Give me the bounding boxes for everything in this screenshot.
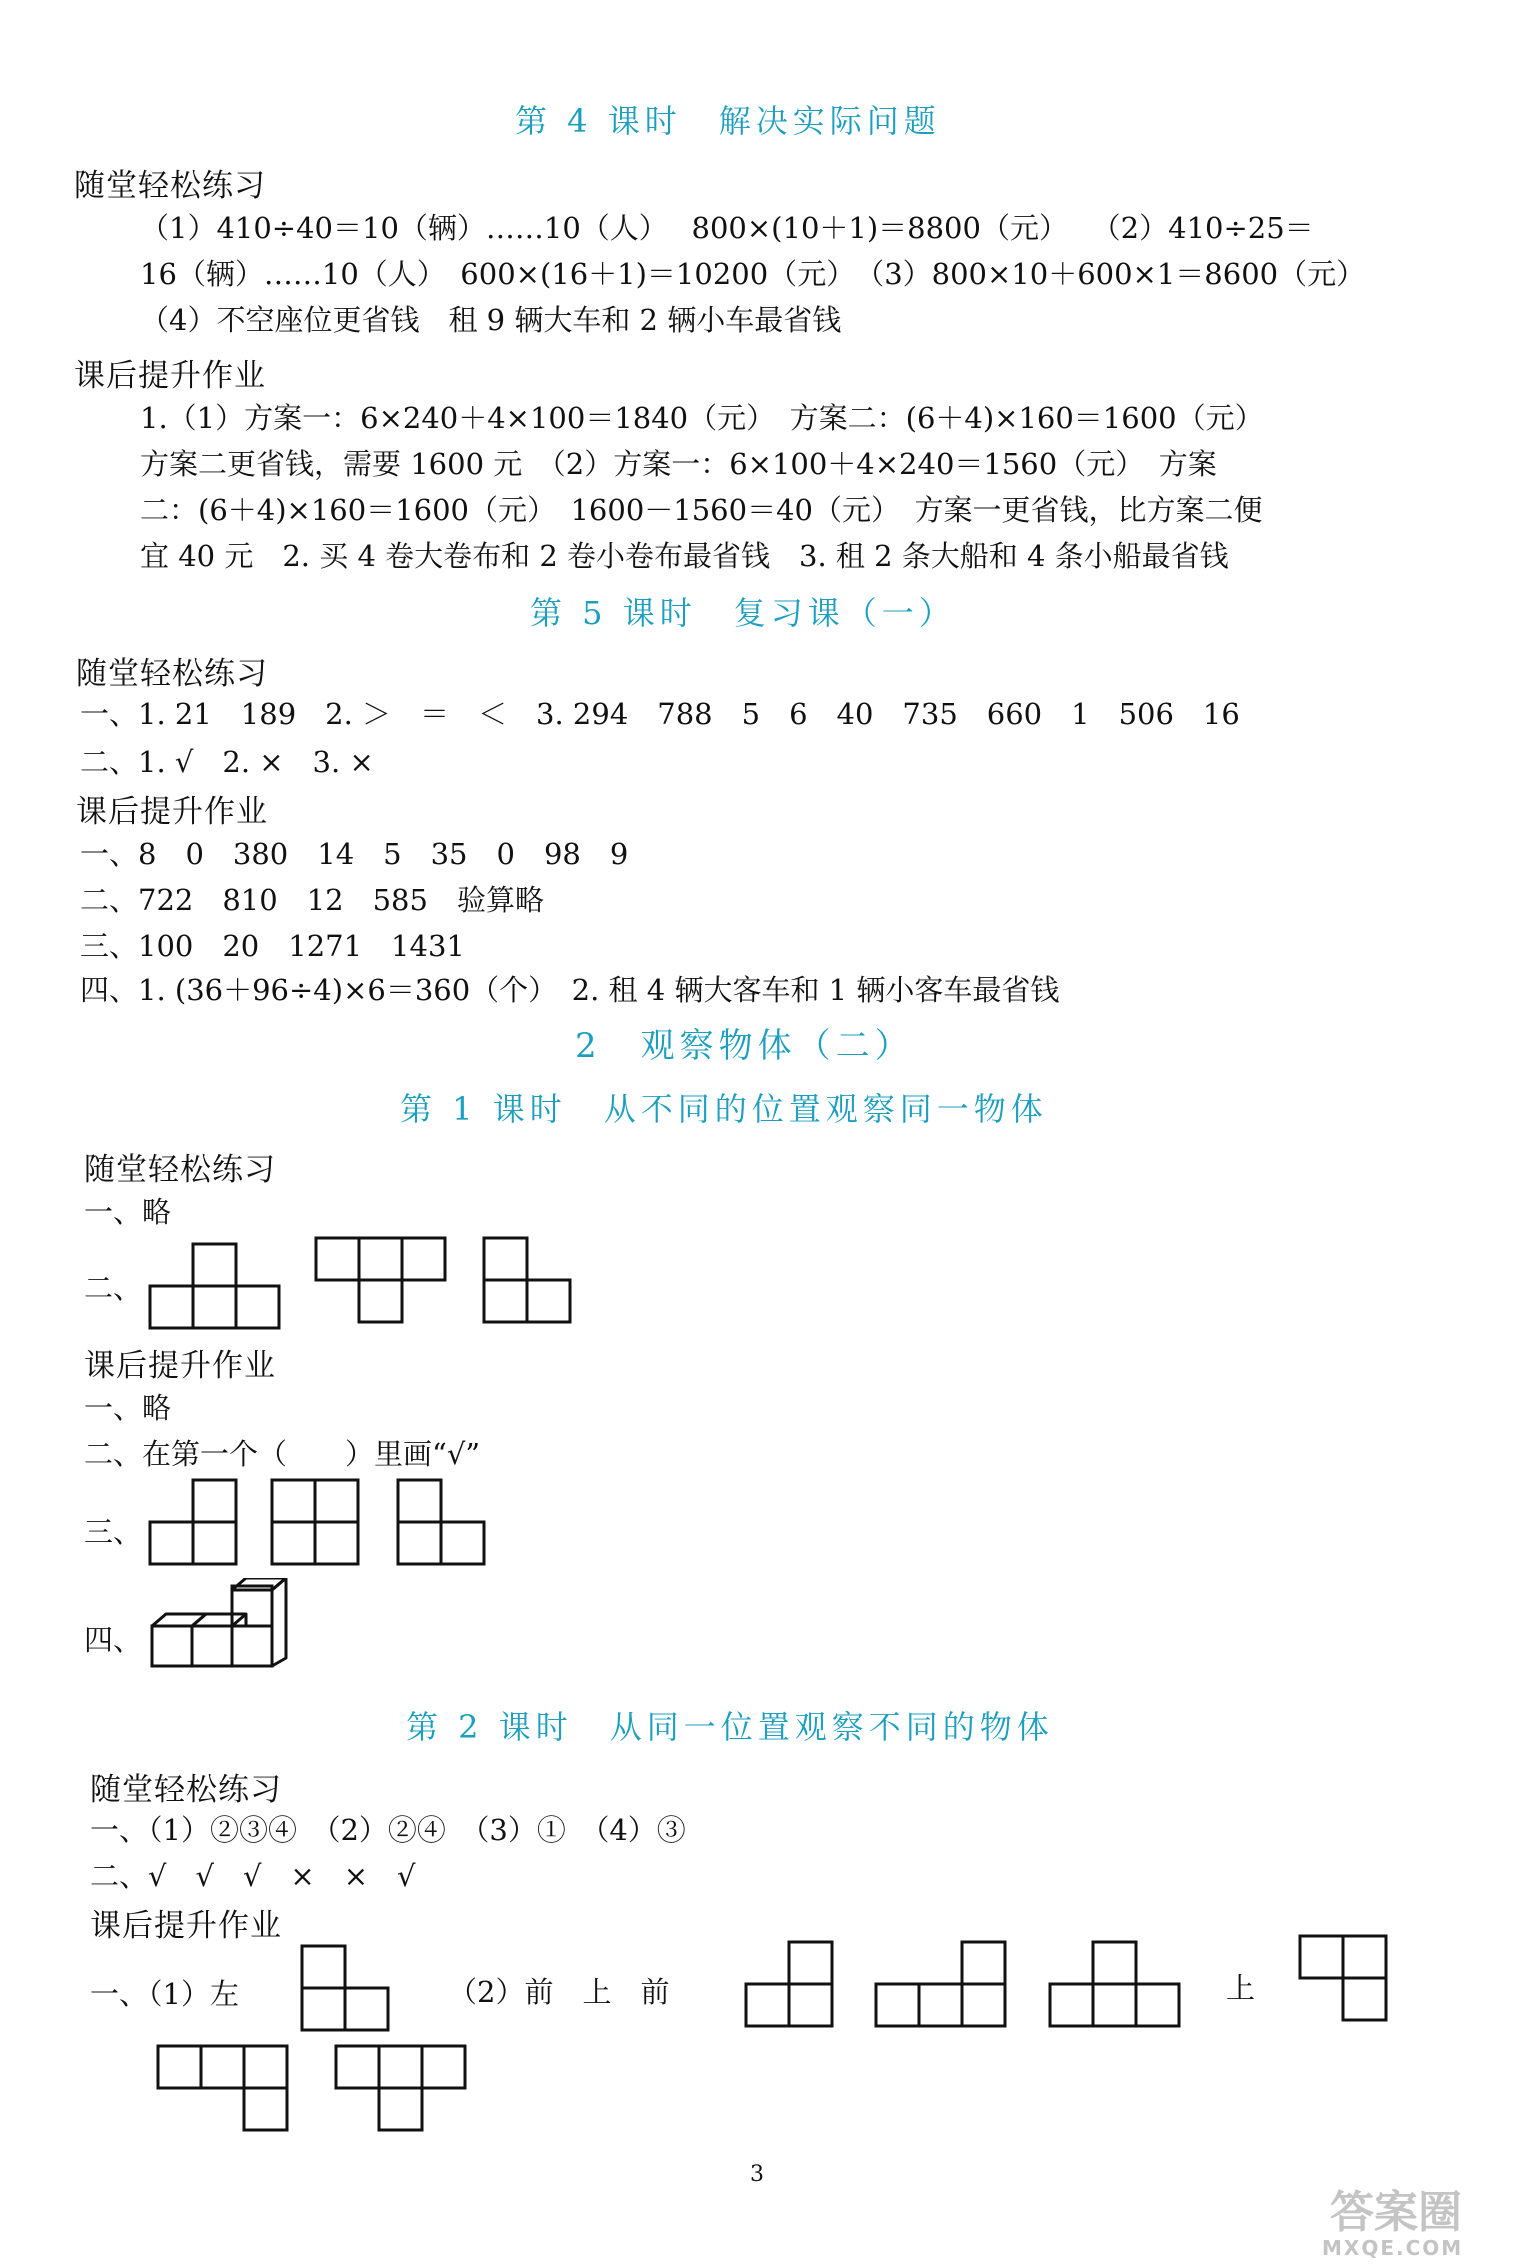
u2l2-homework-part-3: 上 xyxy=(1226,1971,1256,2005)
l5-practice-line-1: 一、1. 21 189 2. ＞ ＝ ＜ 3. 294 788 5 6 40 735 660 1 506 16 xyxy=(80,697,1240,731)
l4-practice-line-3: （4）不空座位更省钱 租 9 辆大车和 2 辆小车最省钱 xyxy=(140,303,842,337)
view-figure xyxy=(744,1936,844,2032)
l5-homework-line-1: 一、8 0 380 14 5 35 0 98 9 xyxy=(80,837,629,871)
u2l1-homework-3-label: 三、 xyxy=(84,1515,143,1549)
watermark-url: MXQE.COM xyxy=(1322,2236,1464,2260)
section-class-practice: 随堂轻松练习 xyxy=(74,168,266,204)
view-figure xyxy=(1298,1930,1398,2026)
l4-practice-line-1: （1）410÷40＝10（辆）……10（人） 800×(10＋1)＝8800（元） （2）410÷25＝ xyxy=(140,211,1314,245)
view-figure xyxy=(334,2040,474,2136)
section-homework: 课后提升作业 xyxy=(76,794,268,830)
view-figure xyxy=(396,1474,496,1570)
view-figure xyxy=(270,1474,370,1570)
section-homework: 课后提升作业 xyxy=(84,1348,276,1384)
u2l1-practice-2-label: 二、 xyxy=(84,1271,143,1305)
u2l1-homework-4-label: 四、 xyxy=(84,1623,143,1657)
l5-homework-line-4: 四、1. (36＋96÷4)×6＝360（个） 2. 租 4 辆大客车和 1 辆小客车最省钱 xyxy=(80,973,1060,1007)
page-number: 3 xyxy=(750,2162,764,2187)
lesson-5-title: 第 5 课时 复习课（一） xyxy=(530,594,956,632)
section-homework: 课后提升作业 xyxy=(74,358,266,394)
view-figure xyxy=(1048,1936,1188,2032)
u2l1-homework-1: 一、略 xyxy=(84,1391,172,1425)
section-homework: 课后提升作业 xyxy=(90,1908,282,1944)
l4-homework-line-1: 1.（1）方案一：6×240＋4×100＝1840（元） 方案二：(6＋4)×160＝1600（元） xyxy=(140,401,1264,435)
l4-homework-line-4: 宜 40 元 2. 买 4 卷大卷布和 2 卷小卷布最省钱 3. 租 2 条大船和 4 条小船最省钱 xyxy=(140,539,1229,573)
u2l2-homework-part-1: 一、（1）左 xyxy=(90,1977,239,2011)
section-class-practice: 随堂轻松练习 xyxy=(76,656,268,692)
view-figure xyxy=(300,1940,400,2036)
u2l2-homework-part-2: （2）前 上 前 xyxy=(448,1975,670,2009)
unit-2-title: 2 观察物体（二） xyxy=(575,1026,914,1066)
unit-2-lesson-2-title: 第 2 课时 从同一位置观察不同的物体 xyxy=(406,1708,1054,1746)
lesson-4-title: 第 4 课时 解决实际问题 xyxy=(515,102,941,140)
view-figure xyxy=(314,1232,454,1328)
section-class-practice: 随堂轻松练习 xyxy=(84,1152,276,1188)
l4-homework-line-3: 二：(6＋4)×160＝1600（元） 1600－1560＝40（元） 方案一更省钱，比方案二便 xyxy=(140,493,1263,527)
view-figure xyxy=(148,1474,248,1570)
view-figure xyxy=(148,1236,288,1332)
watermark-logo: 答案圈 xyxy=(1330,2187,1462,2238)
view-figure xyxy=(156,2040,296,2136)
l5-homework-line-3: 三、100 20 1271 1431 xyxy=(80,929,465,963)
unit-2-lesson-1-title: 第 1 课时 从不同的位置观察同一物体 xyxy=(400,1090,1048,1128)
l5-practice-line-2: 二、1. √ 2. × 3. × xyxy=(80,745,374,779)
l4-practice-line-2: 16（辆）……10（人） 600×(16＋1)＝10200（元） （3）800×10＋600×1＝8600（元） xyxy=(140,257,1366,291)
view-figure xyxy=(482,1232,582,1328)
l5-homework-line-2: 二、722 810 12 585 验算略 xyxy=(80,883,544,917)
u2l1-practice-1: 一、略 xyxy=(84,1195,172,1229)
cube-stack-figure xyxy=(148,1578,308,1690)
u2l2-practice-line-1: 一、（1）②③④ （2）②④ （3）① （4）③ xyxy=(90,1813,686,1847)
u2l2-practice-line-2: 二、√ √ √ × × √ xyxy=(90,1859,416,1893)
u2l1-homework-2: 二、在第一个（ ）里画“√” xyxy=(84,1437,481,1471)
l4-homework-line-2: 方案二更省钱，需要 1600 元 （2）方案一：6×100＋4×240＝1560（元） 方案 xyxy=(140,447,1217,481)
section-class-practice: 随堂轻松练习 xyxy=(90,1772,282,1808)
view-figure xyxy=(874,1936,1014,2032)
